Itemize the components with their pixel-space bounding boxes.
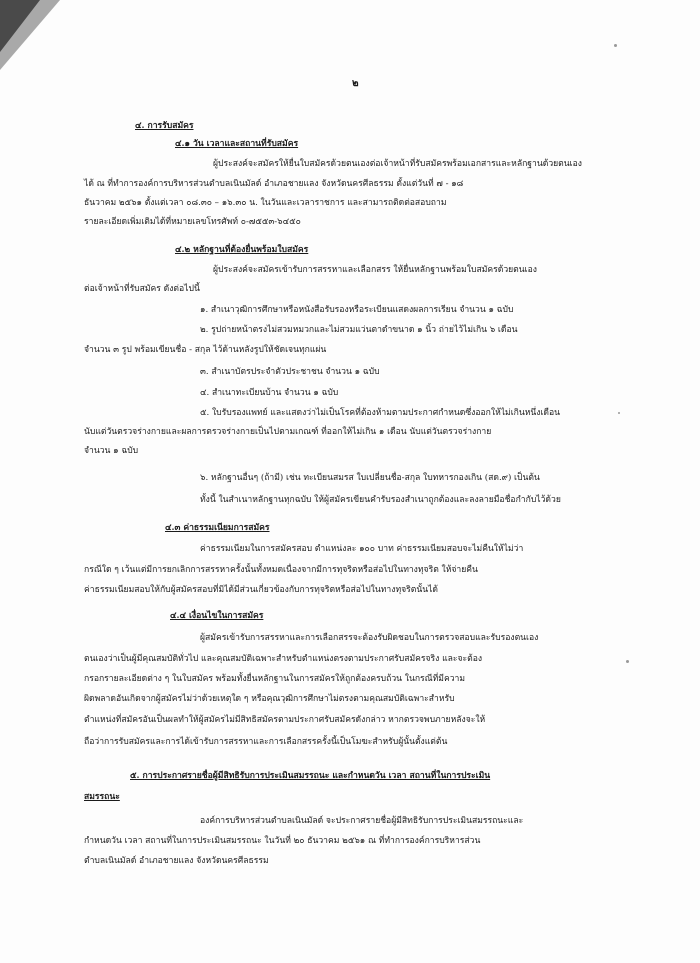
list-item: ๖. หลักฐานอื่นๆ (ถ้ามี) เช่น ทะเบียนสมรส ใบเปลี่ยนชื่อ-สกุล ใบทหารกองเกิน (สด.๙) เป็นต้น	[200, 473, 540, 483]
paragraph-line: องค์การบริหารส่วนตำบลเนินมัลด์ จะประกาศรายชื่อผู้มีสิทธิรับการประเมินสมรรถนะและ	[200, 816, 524, 826]
paragraph-line: ธันวาคม ๒๕๖๑ ตั้งแต่เวลา ๐๘.๓๐ – ๑๖.๓๐ น. ในวันและเวลาราชการ และสามารถติดต่อสอบถาม	[84, 198, 447, 208]
paragraph-line: ผู้สมัครเข้ารับการสรรหาและการเลือกสรรจะต้องรับผิดชอบในการตรวจสอบและรับรองตนเอง	[200, 633, 539, 643]
paragraph-line: ค่าธรรมเนียมในการสมัครสอบ ตำแหน่งละ ๑๐๐ บาท ค่าธรรมเนียมสอบจะไม่คืนให้ไม่ว่า	[200, 544, 524, 554]
paragraph-line: ตำแหน่งที่สมัครอันเป็นผลทำให้ผู้สมัครไม่มีสิทธิสมัครตามประกาศรับสมัครดังกล่าว หากตรวจพบภายหลังจะให้	[84, 715, 486, 725]
scan-speck	[626, 660, 629, 663]
section-5-heading-continued: สมรรถนะ	[84, 792, 120, 802]
paragraph-line: รายละเอียดเพิ่มเติมได้ที่หมายเลขโทรศัพท์ ๐-๗๕๕๓-๖๔๕๐	[84, 217, 301, 227]
section-5-heading: ๕. การประกาศรายชื่อผู้มีสิทธิรับการประเมินสมรรถนะ และกำหนดวัน เวลา สถานที่ในการประเมิน	[130, 771, 491, 781]
paragraph-line: นับแต่วันตรวจร่างกายและผลการตรวจร่างกายเป็นไปตามเกณฑ์ ที่ออกให้ไม่เกิน ๑ เดือน นับแต่วันตรวจร่างกาย	[84, 427, 492, 437]
list-item: ๕. ใบรับรองแพทย์ และแสดงว่าไม่เป็นโรคที่ต้องห้ามตามประกาศกำหนดซึ่งออกให้ไม่เกินหนึ่งเดือน	[200, 408, 561, 418]
paragraph-line: ตำบลเนินมัลด์ อำเภอชายแลง จังหวัดนครศีลธรรม	[84, 856, 269, 866]
paragraph-line: ผู้ประสงค์จะสมัครให้ยื่นใบสมัครด้วยตนเองต่อเจ้าหน้าที่รับสมัครพร้อมเอกสารและหลักฐานด้วยตนเอง	[213, 159, 582, 169]
paragraph-line: ผู้ประสงค์จะสมัครเข้ารับการสรรหาและเลือกสรร ให้ยื่นหลักฐานพร้อมใบสมัครด้วยตนเอง	[213, 265, 537, 275]
paragraph-line: จำนวน ๓ รูป พร้อมเขียนชื่อ - สกุล ไว้ด้านหลังรูปให้ชัดเจนทุกแผ่น	[84, 345, 327, 355]
section-4-1-heading: ๔.๑ วัน เวลาและสถานที่รับสมัคร	[175, 139, 299, 149]
list-item: ๔. สำเนาทะเบียนบ้าน จำนวน ๑ ฉบับ	[200, 388, 339, 398]
section-4-3-heading: ๔.๓ ค่าธรรมเนียมการสมัคร	[165, 523, 270, 533]
paragraph-line: กรณีใด ๆ เว้นแต่มีการยกเลิกการสรรหาครั้งนั้นทั้งหมดเนื่องจากมีการทุจริตหรือส่อไปในทางทุจริต ให้จ่ายคืน	[84, 565, 478, 575]
paragraph-line: ผิดพลาดอันเกิดจากผู้สมัครไม่ว่าด้วยเหตุใด ๆ หรือคุณวุฒิการศึกษาไม่ตรงตามคุณสมบัติเฉพาะสำหรับ	[84, 694, 455, 704]
list-item: ๒. รูปถ่ายหน้าตรงไม่สวมหมวกและไม่สวมแว่นตาดำขนาด ๑ นิ้ว ถ่ายไว้ไม่เกิน ๖ เดือน	[200, 325, 518, 335]
paragraph-line: กรอกรายละเอียดต่าง ๆ ในใบสมัคร พร้อมทั้งยื่นหลักฐานในการสมัครให้ถูกต้องครบถ้วน ในกรณีที่มีความ	[84, 674, 466, 684]
section-4-2-heading: ๔.๒ หลักฐานที่ต้องยื่นพร้อมใบสมัคร	[175, 245, 309, 255]
list-item: ๑. สำเนาวุฒิการศึกษาหรือหนังสือรับรองหรือระเบียนแสดงผลการเรียน จำนวน ๑ ฉบับ	[200, 305, 514, 315]
section-4-4-heading: ๔.๔ เงื่อนไขในการสมัคร	[170, 611, 264, 621]
paragraph-line: กำหนดวัน เวลา สถานที่ในการประเมินสมรรถนะ ในวันที่ ๒๐ ธันวาคม ๒๕๖๑ ณ ที่ทำการองค์การบริหารส่วน	[84, 836, 481, 846]
paragraph-line: ทั้งนี้ ในสำเนาหลักฐานทุกฉบับ ให้ผู้สมัครเขียนคำรับรองสำเนาถูกต้องและลงลายมือชื่อกำกับไว้ด้วย	[200, 495, 561, 505]
paragraph-line: ได้ ณ ที่ทำการองค์การบริหารส่วนตำบลเนินมัลด์ อำเภอชายแลง จังหวัดนครศีลธรรม ตั้งแต่วันที่ ๗ - ๑๘	[84, 179, 464, 189]
list-item: ๓. สำเนาบัตรประจำตัวประชาชน จำนวน ๑ ฉบับ	[200, 367, 380, 377]
page-number: ๒	[352, 78, 359, 89]
paragraph-line: ค่าธรรมเนียมสอบให้กับผู้สมัครสอบที่มิได้มีส่วนเกี่ยวข้องกับการทุจริตหรือส่อไปในทางทุจริตนั้นได้	[84, 585, 438, 595]
section-4-heading: ๔. การรับสมัคร	[135, 121, 194, 131]
scan-speck	[614, 44, 617, 47]
paragraph-line: จำนวน ๑ ฉบับ	[84, 446, 139, 456]
paragraph-line: ตนเองว่าเป็นผู้มีคุณสมบัติทั่วไป และคุณสมบัติเฉพาะสำหรับตำแหน่งตรงตามประกาศรับสมัครจริง และจะต้อง	[84, 654, 483, 664]
paragraph-line: ต่อเจ้าหน้าที่รับสมัคร ดังต่อไปนี้	[84, 284, 200, 294]
scan-speck	[618, 412, 620, 414]
page-corner-fold	[0, 0, 40, 52]
paragraph-line: ถือว่าการรับสมัครและการได้เข้ารับการสรรหาและการเลือกสรรครั้งนี้เป็นโมฆะสำหรับผู้นั้นตั้งแต่ต้น	[84, 737, 448, 747]
